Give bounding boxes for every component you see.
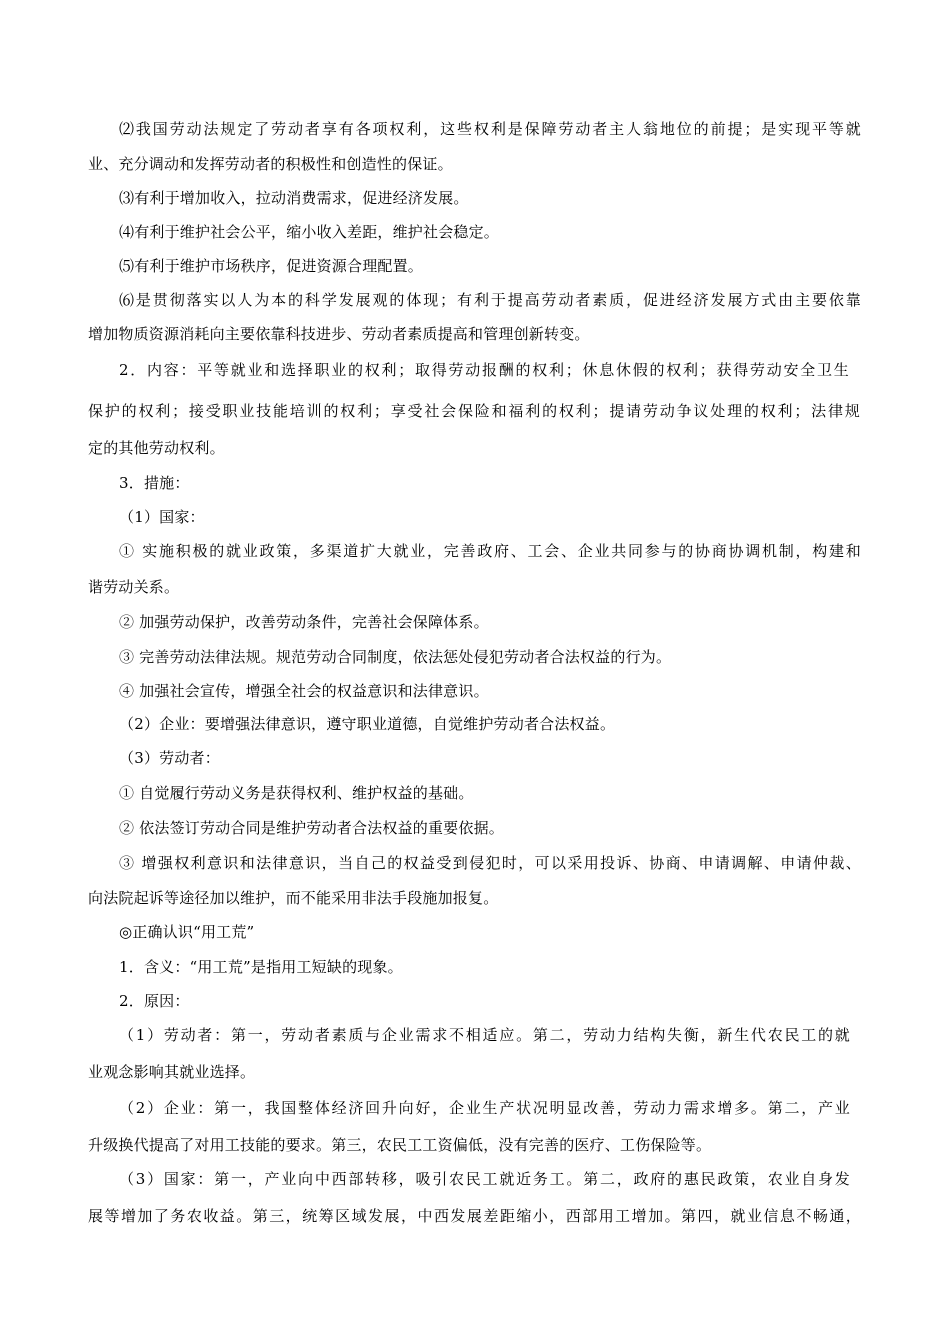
paragraph-line: 定的其他劳动权利。 bbox=[88, 439, 225, 457]
paragraph-line: 2．内容：平等就业和选择职业的权利；取得劳动报酬的权利；休息休假的权利；获得劳动安全卫生 bbox=[119, 361, 849, 379]
list-item-line: 向法院起诉等途径加以维护，而不能采用非法手段施加报复。 bbox=[88, 889, 499, 907]
list-item-line: ② 依法签订劳动合同是维护劳动者合法权益的重要依据。 bbox=[119, 819, 504, 837]
paragraph-line: 增加物质资源消耗向主要依靠科技进步、劳动者素质提高和管理创新转变。 bbox=[88, 325, 590, 343]
paragraph-line: （3）国家：第一，产业向中西部转移，吸引农民工就近务工。第二，政府的惠民政策，农业自身发 bbox=[119, 1170, 850, 1188]
list-item-line: 谐劳动关系。 bbox=[88, 578, 180, 596]
list-item-line: ③ 增强权利意识和法律意识，当自己的权益受到侵犯时，可以采用投诉、协商、申请调解、申请仲裁、 bbox=[119, 854, 861, 872]
paragraph-line: ⑷有利于维护社会公平，缩小收入差距，维护社会稳定。 bbox=[119, 223, 500, 241]
paragraph-line: ⑸有利于维护市场秩序，促进资源合理配置。 bbox=[119, 257, 424, 275]
paragraph-line: ⑶有利于增加收入，拉动消费需求，促进经济发展。 bbox=[119, 189, 469, 207]
paragraph-line: ⑵我国劳动法规定了劳动者享有各项权利，这些权利是保障劳动者主人翁地位的前提；是实现平等就 bbox=[119, 120, 861, 138]
paragraph-line: 展等增加了务农收益。第三，统筹区域发展，中西发展差距缩小，西部用工增加。第四，就业信息不畅通， bbox=[88, 1207, 861, 1225]
paragraph-line: 业、充分调动和发挥劳动者的积极性和创造性的保证。 bbox=[88, 155, 453, 173]
subsection-heading: （2）企业：要增强法律意识，遵守职业道德，自觉维护劳动者合法权益。 bbox=[119, 715, 616, 733]
paragraph-line: （1）劳动者：第一，劳动者素质与企业需求不相适应。第二，劳动力结构失衡，新生代农民工的就 bbox=[119, 1026, 850, 1044]
paragraph-line: 业观念影响其就业选择。 bbox=[88, 1063, 256, 1081]
section-heading: 2．原因： bbox=[119, 992, 190, 1010]
list-item-line: ① 自觉履行劳动义务是获得权利、维护权益的基础。 bbox=[119, 784, 474, 802]
list-item-line: ① 实施积极的就业政策，多渠道扩大就业，完善政府、工会、企业共同参与的协商协调机制，构建和 bbox=[119, 542, 861, 560]
paragraph-line: 升级换代提高了对用工技能的要求。第三，农民工工资偏低，没有完善的医疗、工伤保险等。 bbox=[88, 1136, 712, 1154]
subsection-heading: （1）国家： bbox=[119, 508, 205, 526]
list-item-line: ② 加强劳动保护，改善劳动条件，完善社会保障体系。 bbox=[119, 613, 489, 631]
paragraph-line: 保护的权利；接受职业技能培训的权利；享受社会保险和福利的权利；提请劳动争议处理的权利；法律规 bbox=[88, 402, 860, 420]
section-heading: ◎正确认识“用工荒” bbox=[119, 923, 255, 941]
list-item-line: ③ 完善劳动法律法规。规范劳动合同制度，依法惩处侵犯劳动者合法权益的行为。 bbox=[119, 648, 672, 666]
section-heading: 3．措施： bbox=[119, 474, 190, 492]
paragraph-line: （2）企业：第一，我国整体经济回升向好，企业生产状况明显改善，劳动力需求增多。第二，产业 bbox=[119, 1099, 850, 1117]
paragraph-line: ⑹是贯彻落实以人为本的科学发展观的体现；有利于提高劳动者素质，促进经济发展方式由主要依靠 bbox=[119, 291, 861, 309]
subsection-heading: （3）劳动者： bbox=[119, 749, 220, 767]
paragraph-line: 1．含义：“用工荒”是指用工短缺的现象。 bbox=[119, 958, 403, 976]
list-item-line: ④ 加强社会宣传，增强全社会的权益意识和法律意识。 bbox=[119, 682, 489, 700]
